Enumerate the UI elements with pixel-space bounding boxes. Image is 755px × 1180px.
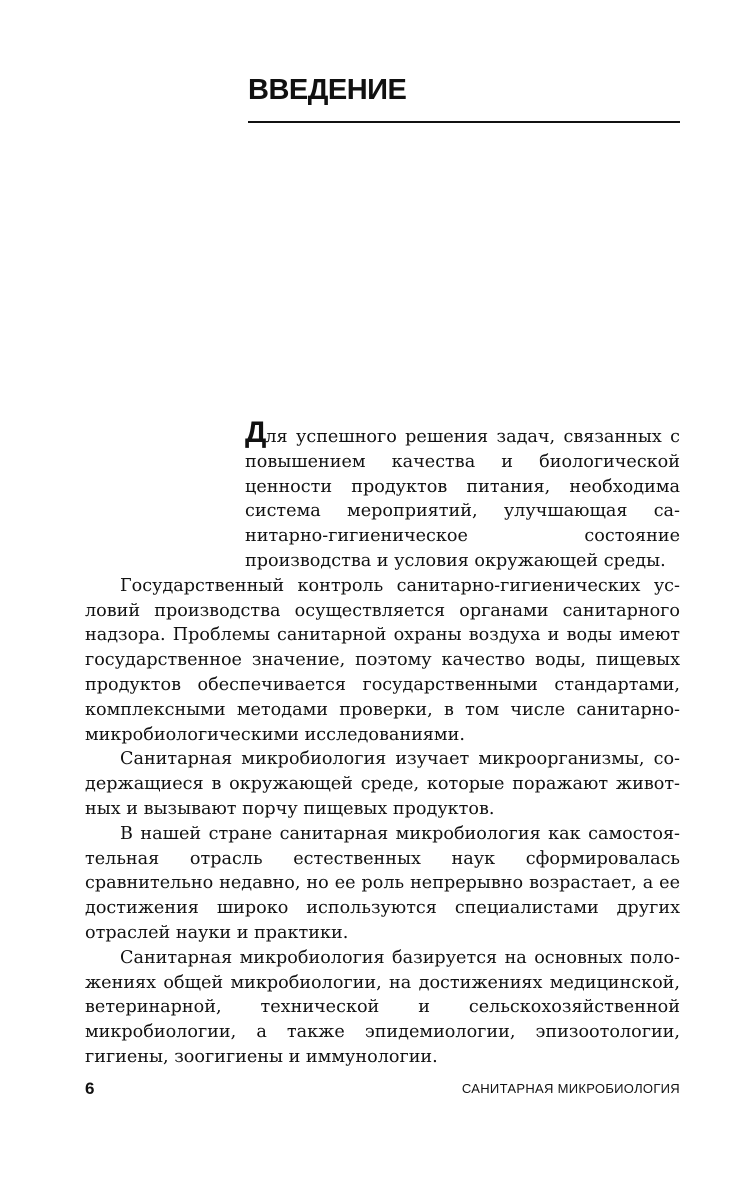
chapter-title: ВВЕДЕНИЕ xyxy=(248,74,407,106)
paragraph-2: Государственный контроль санитарно-гигиенических условий производства осуществляется органами санитарного надзора. Проблемы санитарной охраны воздуха и воды имеют государственное значение, поэтому качество воды, пищевых продуктов обеспечивается государственными стандартами, комплексными методами проверки, в том числе санитарно-микробиологическими исследованиями. xyxy=(85,575,680,745)
page-footer xyxy=(85,1079,680,1099)
page-number: 6 xyxy=(85,1079,95,1098)
paragraph-1-text: ля успешного решения задач, связанных с повышением качества и биологической ценности продуктов питания, необходима система мероприятий, улучшающая санитарно-гигиеническое состояние производства и условия окружающей среды. xyxy=(245,427,680,571)
paragraph-3: Санитарная микробиология изучает микроорганизмы, содержащиеся в окружающей среде, которые поражают животных и вызывают порчу пищевых продуктов. xyxy=(85,749,680,819)
title-rule xyxy=(248,121,680,123)
running-title: САНИТАРНАЯ МИКРОБИОЛОГИЯ xyxy=(461,1081,680,1096)
paragraph-4: В нашей стране санитарная микробиология как самостоятельная отрасль естественных наук сформировалась сравнительно недавно, но ее роль непрерывно возрастает, а ее достижения широко используются специалистами других отраслей науки и практики. xyxy=(85,823,680,943)
paragraph-5: Санитарная микробиология базируется на основных положениях общей микробиологии, на достижениях медицинской, ветеринарной, технической и сельскохозяйственной микробиологии, а также эпидемиологии, эпизоотологии, гигиены, зоогигиены и иммунологии. xyxy=(85,947,680,1067)
body-text xyxy=(85,416,680,1070)
paragraph-1 xyxy=(85,416,680,574)
drop-cap: Д xyxy=(245,416,266,449)
